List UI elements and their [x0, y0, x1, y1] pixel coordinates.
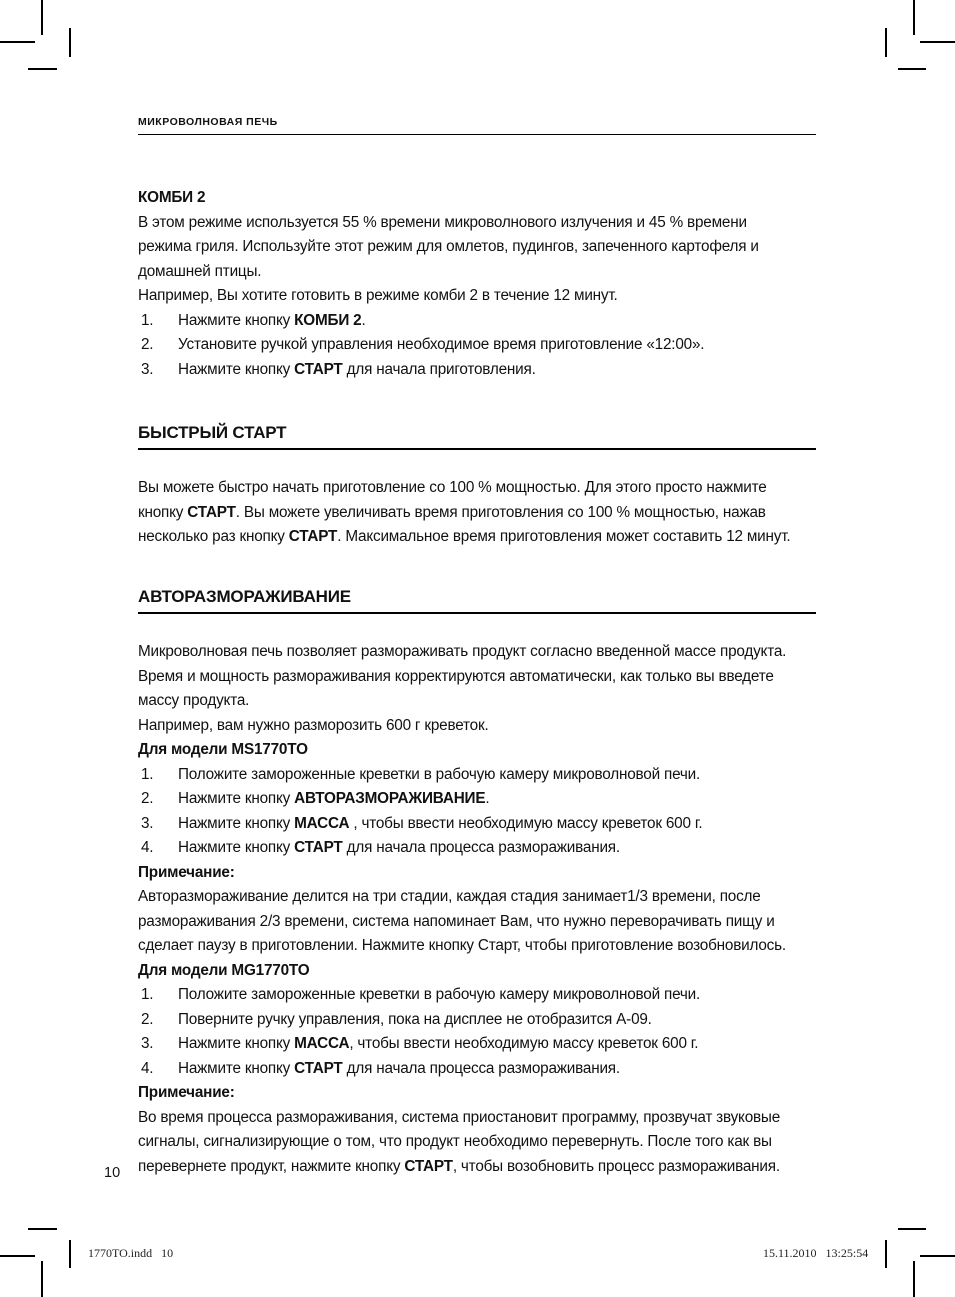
list-item: [138, 787, 816, 812]
text-line: сигналы, сигнализирующие о том, что продукт необходимо перевернуть. После того как вы: [138, 1133, 772, 1150]
text-segment: Нажмите кнопку: [178, 1059, 295, 1077]
section-rule: [138, 448, 816, 450]
list-text: [178, 358, 536, 383]
text-segment: кнопку: [138, 503, 188, 521]
list-number: 2.: [141, 1010, 154, 1028]
text-segment: Нажмите кнопку: [178, 311, 295, 329]
list-item: [138, 983, 816, 1008]
text-segment: МАССА: [294, 814, 350, 832]
list-number: 3.: [141, 814, 154, 832]
list-item: [138, 763, 816, 788]
text-segment: Для модели MS1770TO: [138, 741, 308, 758]
combi2-steps: [138, 309, 816, 383]
text-segment: Нажмите кнопку: [178, 1035, 295, 1052]
text-segment: Положите замороженные креветки в рабочую камеру микроволновой печи.: [178, 765, 701, 783]
text-segment: Установите ручкой управления необходимое время приготовление «12:00».: [178, 336, 705, 353]
footer-filename: 1770TO.indd 10: [88, 1246, 174, 1260]
text-segment: .: [485, 790, 490, 807]
text-line: размораживания 2/3 времени, система напоминает Вам, что нужно переворачивать пищу и: [138, 912, 775, 930]
list-number: 1.: [141, 986, 154, 1003]
list-text: [178, 1032, 698, 1057]
crop-mark: [69, 28, 71, 57]
list-text: [178, 1057, 620, 1082]
list-item: [138, 836, 816, 861]
text-line: [138, 738, 816, 763]
text-segment: Нажмите кнопку: [178, 839, 295, 856]
text-line: [138, 501, 816, 526]
text-line: [138, 1081, 816, 1106]
section-title: БЫСТРЫЙ СТАРТ: [138, 423, 287, 442]
list-text: [178, 812, 702, 837]
text-segment: СТАРТ: [294, 1059, 343, 1077]
text-line: режима гриля. Используйте этот режим для омлетов, пудингов, запеченного картофеля и: [138, 238, 759, 255]
list-item: [138, 1057, 816, 1082]
crop-mark: [0, 41, 35, 43]
running-header-title: МИКРОВОЛНОВАЯ ПЕЧЬ: [138, 116, 278, 128]
list-item: [138, 309, 816, 334]
text-line: Вы можете быстро начать приготовление со 100 % мощностью. Для этого просто нажмите: [138, 479, 767, 496]
crop-mark: [898, 68, 926, 70]
header-rule: [138, 134, 816, 135]
text-segment: КОМБИ 2: [294, 311, 362, 329]
text-segment: . Максимальное время приготовления может составить 12 минут.: [337, 528, 791, 545]
footer-timestamp: 15.11.2010 13:25:54: [763, 1246, 869, 1260]
list-text: [178, 309, 366, 334]
crop-mark: [885, 28, 887, 57]
list-text: [178, 1008, 652, 1033]
text-line: [138, 186, 816, 211]
text-line: В этом режиме используется 55 % времени микроволнового излучения и 45 % времени: [138, 213, 747, 231]
list-text: [178, 836, 620, 861]
auto-defrost-intro: [138, 640, 816, 763]
list-number: 2.: [141, 790, 154, 807]
list-number: 1.: [141, 765, 154, 783]
crop-mark: [885, 1240, 887, 1268]
page-number: 10: [104, 1165, 121, 1181]
text-line: Микроволновая печь позволяет размораживать продукт согласно введенной массе продукта.: [138, 643, 787, 660]
list-text: [178, 983, 700, 1008]
text-segment: . Вы можете увеличивать время приготовления со 100 % мощностью, нажав: [235, 503, 766, 521]
text-line: массу продукта.: [138, 692, 250, 709]
text-line: домашней птицы.: [138, 262, 262, 280]
text-segment: СТАРТ: [404, 1157, 453, 1175]
text-line: Во время процесса размораживания, система приостановит программу, прозвучат звуковые: [138, 1108, 781, 1126]
list-number: 3.: [141, 1035, 154, 1052]
text-segment: , чтобы возобновить процесс размораживания.: [452, 1157, 780, 1175]
text-segment: Поверните ручку управления, пока на дисплее не отобразится А-09.: [178, 1010, 652, 1028]
list-item: [138, 333, 816, 358]
text-line: [138, 525, 816, 550]
text-segment: Примечание:: [138, 863, 235, 881]
text-line: сделает паузу в приготовлении. Нажмите кнопку Старт, чтобы приготовление возобновилось.: [138, 937, 786, 954]
list-text: [178, 787, 489, 812]
auto-defrost-note2: [138, 1081, 816, 1179]
text-segment: СТАРТ: [288, 528, 338, 545]
text-segment: СТАРТ: [187, 503, 236, 521]
list-number: 3.: [141, 360, 154, 378]
crop-mark: [41, 0, 43, 35]
list-item: [138, 812, 816, 837]
text-segment: КОМБИ 2: [138, 189, 206, 206]
crop-mark: [69, 1240, 71, 1268]
text-line: [138, 1155, 816, 1180]
text-line: [138, 959, 816, 984]
list-text: [178, 333, 704, 358]
list-item: [138, 358, 816, 383]
text-segment: .: [361, 311, 366, 329]
text-segment: МАССА: [294, 1035, 350, 1052]
ms1770to-steps: [138, 763, 816, 861]
auto-defrost-note1: [138, 861, 816, 984]
quick-start-text: [138, 476, 816, 550]
text-segment: перевернете продукт, нажмите кнопку: [138, 1157, 405, 1175]
text-segment: , чтобы ввести необходимую массу креветок 600 г.: [349, 814, 703, 832]
mg1770to-steps: [138, 983, 816, 1081]
text-segment: Для модели MG1770TO: [138, 961, 310, 979]
text-line: Авторазмораживание делится на три стадии, каждая стадия занимает1/3 времени, после: [138, 888, 761, 905]
section-auto-defrost: [138, 588, 816, 1179]
combi2-text: [138, 186, 816, 309]
text-segment: Положите замороженные креветки в рабочую камеру микроволновой печи.: [178, 986, 701, 1003]
list-text: [178, 763, 700, 788]
text-segment: СТАРТ: [294, 839, 343, 856]
text-segment: для начала приготовления.: [342, 360, 536, 378]
text-line: Например, Вы хотите готовить в режиме комби 2 в течение 12 минут.: [138, 287, 618, 304]
text-line: Время и мощность размораживания корректируются автоматически, как только вы введете: [138, 667, 774, 685]
list-number: 4.: [141, 839, 154, 856]
list-number: 2.: [141, 336, 154, 353]
text-segment: Нажмите кнопку: [178, 790, 295, 807]
text-line: [138, 861, 816, 886]
crop-mark: [920, 1255, 955, 1257]
crop-mark: [913, 1261, 915, 1297]
text-segment: несколько раз кнопку: [138, 528, 289, 545]
text-segment: СТАРТ: [294, 360, 343, 378]
crop-mark: [913, 0, 915, 35]
text-segment: для начала процесса размораживания.: [342, 839, 620, 856]
list-number: 1.: [141, 311, 154, 329]
list-item: [138, 1032, 816, 1057]
crop-mark: [41, 1261, 43, 1297]
text-segment: , чтобы ввести необходимую массу креветок 600 г.: [349, 1035, 699, 1052]
text-line: Например, вам нужно разморозить 600 г креветок.: [138, 716, 489, 734]
text-segment: Нажмите кнопку: [178, 360, 295, 378]
running-header: [138, 116, 816, 135]
text-segment: для начала процесса размораживания.: [342, 1059, 620, 1077]
section-combi2: [138, 186, 816, 382]
crop-mark: [898, 1228, 926, 1230]
section-title: АВТОРАЗМОРАЖИВАНИЕ: [138, 587, 351, 606]
text-segment: Нажмите кнопку: [178, 814, 295, 832]
list-item: [138, 1008, 816, 1033]
section-quick-start: [138, 424, 816, 550]
section-rule: [138, 612, 816, 614]
crop-mark: [28, 68, 57, 70]
crop-mark: [28, 1228, 57, 1230]
text-segment: АВТОРАЗМОРАЖИВАНИЕ: [294, 790, 486, 807]
text-segment: Примечание:: [138, 1084, 235, 1101]
crop-mark: [920, 41, 955, 43]
crop-mark: [0, 1255, 35, 1257]
list-number: 4.: [141, 1059, 154, 1077]
